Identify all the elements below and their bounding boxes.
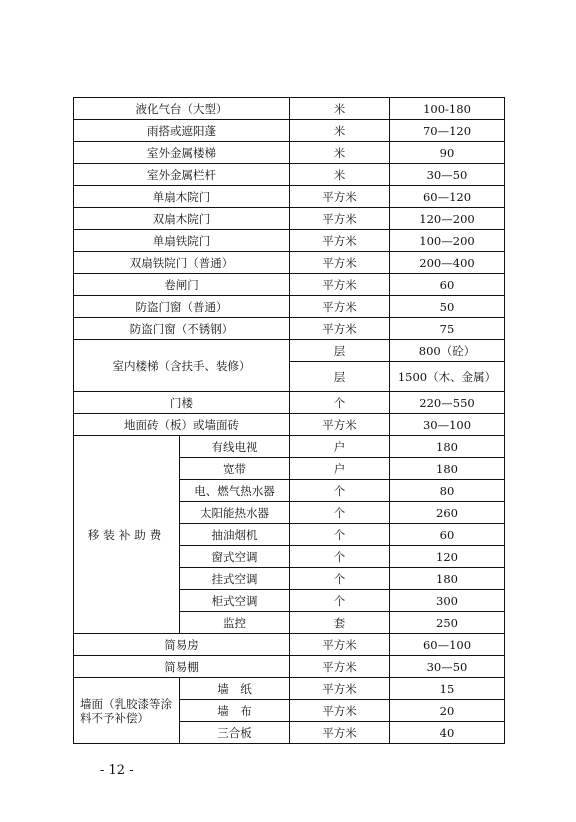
item-name: 简易棚: [74, 656, 290, 678]
item-name: 墙 布: [180, 700, 290, 722]
item-name: 卷闸门: [74, 274, 290, 296]
item-name: 液化气台（大型）: [74, 98, 290, 120]
item-name: 室外金属栏杆: [74, 164, 290, 186]
item-unit: 平方米: [290, 186, 390, 208]
item-name: 门楼: [74, 392, 290, 414]
item-name: 三合板: [180, 722, 290, 744]
relocation-label: 移装补助费: [74, 436, 180, 634]
item-name: 简易房: [74, 634, 290, 656]
table-row: [74, 656, 505, 678]
item-unit: 套: [290, 612, 390, 634]
item-name: 有线电视: [180, 436, 290, 458]
item-name: 监控: [180, 612, 290, 634]
table-row: [74, 318, 505, 340]
price-table: [73, 97, 505, 744]
item-value: 800（砼）: [390, 340, 505, 362]
item-value: 75: [390, 318, 505, 340]
item-value: 30—50: [390, 164, 505, 186]
table-row: [74, 120, 505, 142]
item-name: 抽油烟机: [180, 524, 290, 546]
wall-label: 墙面（乳胶漆等涂料不予补偿）: [74, 678, 180, 744]
item-value: 60: [390, 524, 505, 546]
item-name: 防盗门窗（不锈钢）: [74, 318, 290, 340]
item-unit: 米: [290, 120, 390, 142]
table-row: [74, 164, 505, 186]
item-unit: 平方米: [290, 634, 390, 656]
table-row: [74, 436, 505, 458]
item-name: 太阳能热水器: [180, 502, 290, 524]
item-unit: 米: [290, 98, 390, 120]
item-name: 雨搭或遮阳蓬: [74, 120, 290, 142]
item-value: 60—120: [390, 186, 505, 208]
item-name: 窗式空调: [180, 546, 290, 568]
table-row: [74, 252, 505, 274]
item-unit: 个: [290, 524, 390, 546]
item-name: 柜式空调: [180, 590, 290, 612]
item-unit: 层: [290, 362, 390, 392]
item-unit: 个: [290, 502, 390, 524]
item-value: 120: [390, 546, 505, 568]
item-name: 双扇铁院门（普通）: [74, 252, 290, 274]
item-value: 70—120: [390, 120, 505, 142]
item-unit: 平方米: [290, 296, 390, 318]
item-unit: 平方米: [290, 318, 390, 340]
item-value: 180: [390, 436, 505, 458]
item-name: 双扇木院门: [74, 208, 290, 230]
item-unit: 平方米: [290, 252, 390, 274]
stairs-name: 室内楼梯（含扶手、装修）: [74, 340, 290, 392]
item-unit: 个: [290, 590, 390, 612]
table-row: [74, 186, 505, 208]
table-row: [74, 142, 505, 164]
item-name: 单扇铁院门: [74, 230, 290, 252]
item-name: 电、燃气热水器: [180, 480, 290, 502]
item-value: 1500（木、金属）: [390, 362, 505, 392]
table-row: [74, 274, 505, 296]
item-unit: 平方米: [290, 274, 390, 296]
page-number: - 12 -: [100, 763, 134, 778]
item-unit: 户: [290, 458, 390, 480]
item-value: 220—550: [390, 392, 505, 414]
item-value: 30—100: [390, 414, 505, 436]
item-unit: 个: [290, 392, 390, 414]
item-unit: 个: [290, 546, 390, 568]
table-row: [74, 414, 505, 436]
item-name: 墙 纸: [180, 678, 290, 700]
item-value: 50: [390, 296, 505, 318]
item-unit: 个: [290, 568, 390, 590]
item-unit: 平方米: [290, 656, 390, 678]
item-unit: 平方米: [290, 700, 390, 722]
item-value: 60—100: [390, 634, 505, 656]
table-row: [74, 208, 505, 230]
table-row: [74, 634, 505, 656]
table-row: [74, 392, 505, 414]
item-value: 100-180: [390, 98, 505, 120]
item-unit: 米: [290, 164, 390, 186]
item-value: 30—50: [390, 656, 505, 678]
item-name: 室外金属楼梯: [74, 142, 290, 164]
item-value: 90: [390, 142, 505, 164]
item-name: 防盗门窗（普通）: [74, 296, 290, 318]
item-value: 15: [390, 678, 505, 700]
item-value: 60: [390, 274, 505, 296]
item-value: 300: [390, 590, 505, 612]
item-unit: 平方米: [290, 414, 390, 436]
item-value: 250: [390, 612, 505, 634]
table-row: [74, 98, 505, 120]
table-row: [74, 296, 505, 318]
item-unit: 平方米: [290, 230, 390, 252]
item-value: 80: [390, 480, 505, 502]
item-value: 180: [390, 568, 505, 590]
item-value: 100—200: [390, 230, 505, 252]
item-unit: 平方米: [290, 722, 390, 744]
table-row: [74, 230, 505, 252]
item-unit: 米: [290, 142, 390, 164]
item-unit: 个: [290, 480, 390, 502]
item-value: 20: [390, 700, 505, 722]
item-value: 120—200: [390, 208, 505, 230]
item-value: 200—400: [390, 252, 505, 274]
item-value: 180: [390, 458, 505, 480]
item-name: 地面砖（板）或墙面砖: [74, 414, 290, 436]
item-unit: 层: [290, 340, 390, 362]
item-unit: 平方米: [290, 678, 390, 700]
item-name: 单扇木院门: [74, 186, 290, 208]
item-unit: 户: [290, 436, 390, 458]
table-row: [74, 340, 505, 362]
item-value: 260: [390, 502, 505, 524]
item-value: 40: [390, 722, 505, 744]
item-unit: 平方米: [290, 208, 390, 230]
item-name: 挂式空调: [180, 568, 290, 590]
table-row: [74, 678, 505, 700]
item-name: 宽带: [180, 458, 290, 480]
